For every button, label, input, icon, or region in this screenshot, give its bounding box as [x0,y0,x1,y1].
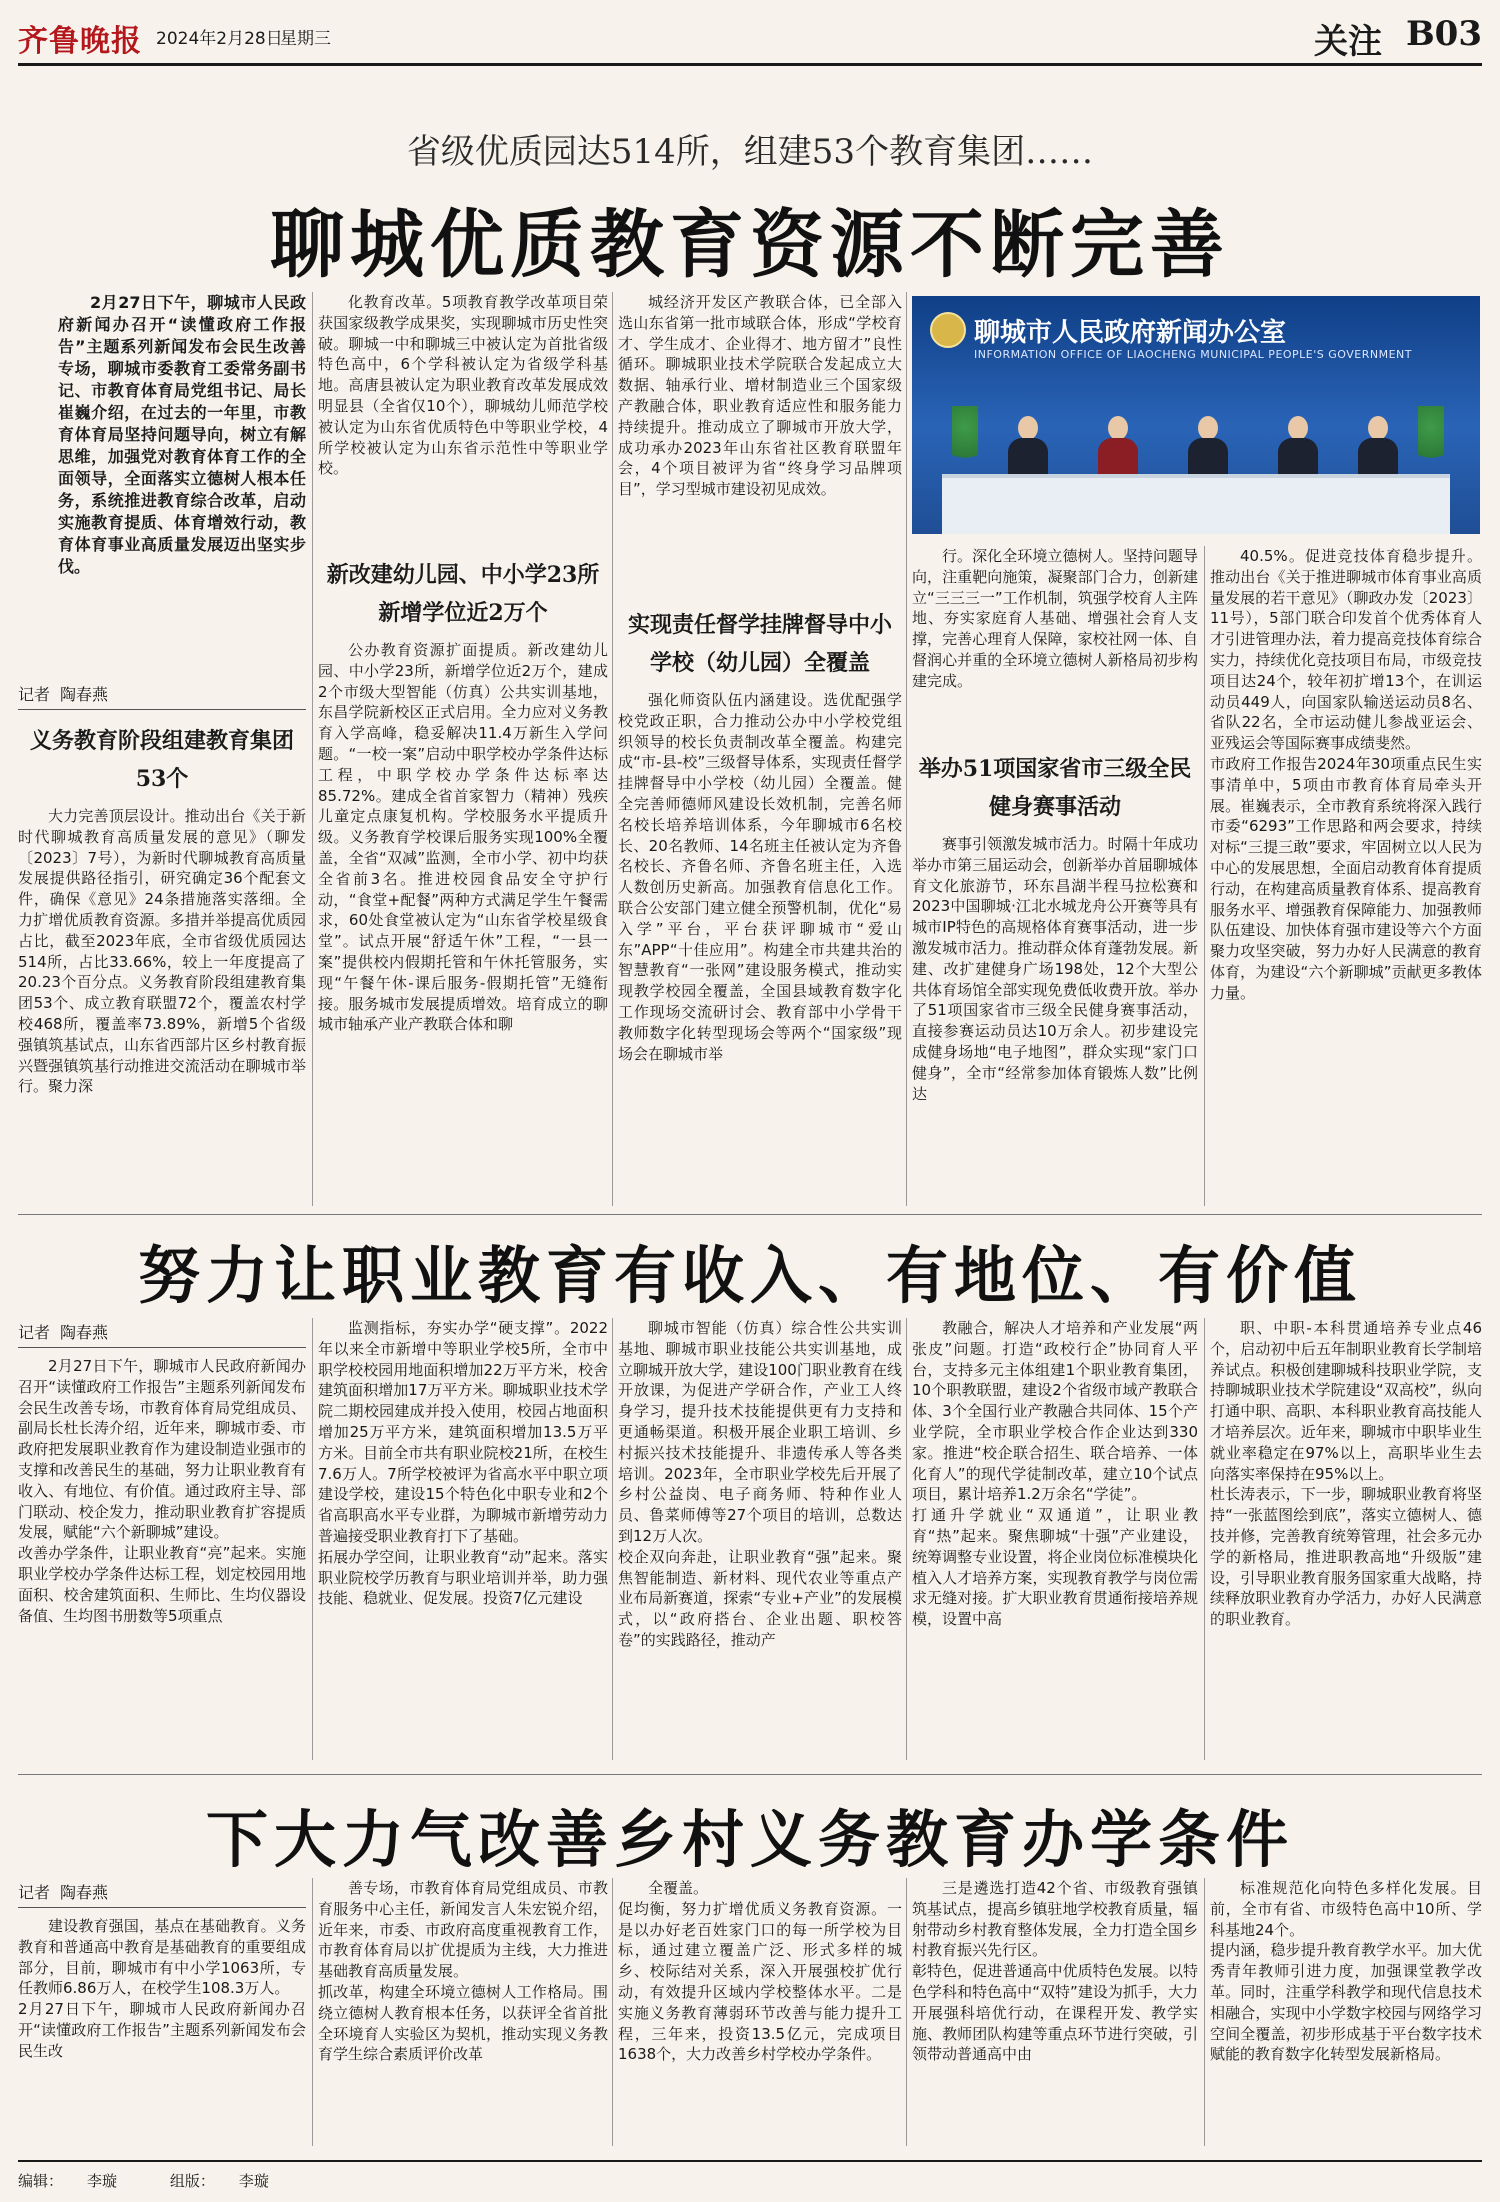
article1-col4b [912,834,1198,1206]
article3-col3 [618,1878,902,2146]
column-rule [906,1878,907,2146]
column-rule [1204,1878,1205,2146]
column-rule [1204,546,1205,1206]
editor-label: 编辑： [18,2172,64,2190]
section-divider [18,1214,1482,1215]
photo-backdrop-title: 聊城市人民政府新闻办公室 [974,318,1287,348]
column-rule [312,292,313,1206]
article2-col5-text: 职、中职-本科贯通培养专业点46个，启动初中后五年制职业教育长学制培养试点。积极创建聊城科技职业学院，支持聊城职业技术学院建设“双高校”，纵向打通中职、高职、本科职业教育高技能人才培养层次。近年来，聊城市中职毕业生就业率稳定在97%以上，高职毕业生去向落实率保持在95%以上。 杜长涛表示，下一步，聊城职业教育将坚持“一张蓝图绘到底”，落实立德树人、德技并修，完善教育统筹管理，社会多元办学的新格局，推进职教高地“升级版”建设，引导职业教育服务国家重大战略，持续释放职业教育办学活力，办好人民满意的职业教育。 [1210,1319,1482,1629]
article2-col1-text: 2月27日下午，聊城市人民政府新闻办召开“读懂政府工作报告”主题系列新闻发布会民生改善专场，市教育体育局党组成员、副局长杜长涛介绍，近年来，聊城市委、市政府把发展职业教育作为建设制造业强市的支撑和改善民生的基础，努力让职业教育有收入、有地位、有价值。通过政府主导、部门联动、校企发力，推动职业教育扩容提质发展，赋能“六个新聊城”建设。 改善办学条件，让职业教育“亮”起来。实施职业学校办学条件达标工程，划定校园用地面积、校舍建筑面积、生师比、生均仪器设备值、生均图书册数等5项重点 [18,1357,306,1625]
article1-col2b [318,640,608,1206]
section-divider [18,1774,1482,1775]
article2-col4-text: 教融合，解决人才培养和产业发展“两张皮”问题。打造“政校行企”协同育人平台，支持多元主体组建1个职业教育集团，10个职教联盟，建设2个省级市域产教联合体、3个全国行业产教融合共同体、15个产业学院，全市职业学校合作企业达到330家。推进“校企联合招生、联合培养、一体化育人”的现代学徒制改革，建立10个试点项目，累计培养1.2万余名“学徒”。 打通升学就业“双通道”，让职业教育“热”起来。聚焦聊城“十强”产业建设，统筹调整专业设置，将企业岗位标准模块化植入人才培养方案，实现教育教学与岗位需求无缝对接。扩大职业教育贯通衔接培养规模，设置中高 [912,1319,1198,1629]
editor-name: 李璇 [87,2172,118,2190]
section-name: 关注 [1314,22,1382,62]
article2-col3-text: 聊城市智能（仿真）综合性公共实训基地、聊城市职业技能公共实训基地，成立聊城开放大学，建设100门职业教育在线开放课，为促进产学研合作，产业工人终身学习，提升技术技能提供更有力支持和更通畅渠道。积极开展企业职工培训、乡村振兴技术技能提升、非遗传承人等各类培训。2023年，全市职业学校先后开展了乡村公益岗、电子商务师、特种作业人员、鲁菜师傅等27个项目的培训，总数达到12万人次。 校企双向奔赴，让职业教育“强”起来。聚焦智能制造、新材料、现代农业等重点产业布局新赛道，探索“专业+产业”的发展模式，以“政府搭台、企业出题、职校答卷”的实践路径，推动产 [618,1319,902,1649]
article3-col3-text: 全覆盖。 促均衡，努力扩增优质义务教育资源。一是以办好老百姓家门口的每一所学校为目标，通过建立覆盖广泛、形式多样的城乡、校际结对关系，深入开展强校扩优行动，有效提升区域内学校整体水平。二是实施义务教育薄弱环节改善与能力提升工程，三年来，投资13.5亿元，完成项目1638个，大力改善乡村学校办学条件。 [618,1879,902,2064]
newspaper-logo: 齐鲁晚报 [18,24,142,59]
article1-col4b-text: 赛事引领激发城市活力。时隔十年成功举办市第三届运动会，创新举办首届聊城体育文化旅游节，环东昌湖半程马拉松赛和2023中国聊城·江北水城龙舟公开赛等具有城市IP特色的高规格体育赛事活动，进一步激发城市活力。推动群众体育蓬勃发展。新建、改扩建健身广场198处，12个大型公共体育场馆全部实现免费低收费开放。举办了51项国家省市三级全民健身赛事活动，直接参赛运动员达10万余人。初步建设完成健身场地“电子地图”，群众实现“家门口健身”，全市“经常参加体育锻炼人数”比例达 [912,835,1198,1103]
article3-col1 [18,1916,306,2146]
article2-col2-text: 监测指标，夯实办学“硬支撑”。2022年以来全市新增中等职业学校5所，全市中职学校校园用地面积增加22万平方米，校舍建筑面积增加17万平方米。聊城职业技术学院二期校园建成并投入使用，校园占地面积增加25万平方米，建筑面积增加13.5万平方米。目前全市共有职业院校21所，在校生7.6万人。7所学校被评为省高水平中职立项建设学校，建设15个特色化中职专业和2个省高职高水平专业群，为聊城市新增劳动力普遍接受职业教育打下了基础。 拓展办学空间，让职业教育“动”起来。落实职业院校学历教育与职业培训并举，助力强技能、稳就业、促发展。投资7亿元建设 [318,1319,608,1608]
article1-col4a [912,546,1198,760]
government-emblem-icon [930,312,966,348]
layout-label: 组版： [169,2172,215,2190]
column-rule [612,292,613,1206]
plant-icon [952,406,978,476]
article1-subhead-4: 举办51项国家省市三级全民健身赛事活动 [918,756,1192,820]
byline-name: 陶春燕 [60,685,109,704]
article1-col1-text: 大力完善顶层设计。推动出台《关于新时代聊城教育高质量发展的意见》（聊发〔2023〕7号），为新时代聊城教育高质量发展提供路径指引，研究确定36个配套文件，确保《意见》24条措施落实落细。全力扩增优质教育资源。多措并举提高优质园占比，截至2023年底，全市省级优质园达514所，占比33.66%，较上一年度提高了20.23个百分点。义务教育阶段组建教育集团53个、成立教育联盟72个，覆盖农村学校468所，覆盖率73.89%，新增5个省级强镇筑基试点，山东省西部片区乡村教育振兴暨强镇筑基行动推进交流活动在聊城市举行。聚力深 [18,807,306,1096]
column-rule [312,1878,313,2146]
article1-col4a-text: 行。深化全环境立德树人。坚持问题导向，注重靶向施策，凝聚部门合力，创新建立“三三三一”工作机制，筑强学校育人主阵地、夯实家庭育人基础、增强社会育人支撑，完善心理育人保障，家校社网一体、自督润心并重的全环境立德树人新格局初步构建完成。 [912,547,1198,690]
article2-col2 [318,1318,608,1760]
column-rule [1204,1318,1205,1760]
article3-byline [18,1880,306,1908]
article1-subhead-2: 新改建幼儿园、中小学23所新增学位近2万个 [326,562,600,626]
article1-col3b-text: 强化师资队伍内涵建设。选优配强学校党政正职，合力推动公办中小学校党组织领导的校长负责制改革全覆盖。构建完成“市-县-校”三级督导体系，实现责任督学挂牌督导中小学校（幼儿园）全覆盖。健全完善师德师风建设长效机制，完善名师名校长培养培训体系，今年聊城市6名校长、20名教师、14名班主任被认定为齐鲁名校长、齐鲁名师、齐鲁名班主任，入选人数创历史新高。加强教育信息化工作。联合公安部门建立健全预警机制，优化“易入学”平台，平台获评聊城市“爱山东”APP“十佳应用”。构建全市共建共治的智慧教育“一张网”建设服务模式，推动实现教学校园全覆盖，全国县域教育数字化工作现场交流研讨会、教育部中小学骨干教师数字化转型现场会等两个“国家级”现场会在聊城市举 [618,691,902,1063]
article1-subhead-3: 实现责任督学挂牌督导中小学校（幼儿园）全覆盖 [627,612,892,676]
article1-col1 [18,806,306,1206]
article1-lead-text: 2月27日下午，聊城市人民政府新闻办召开“读懂政府工作报告”主题系列新闻发布会民生改善专场，聊城市委教育工委常务副书记、市教育体育局党组书记、局长崔巍介绍，在过去的一年里，市教育体育局坚持问题导向，树立有解思维，加强党对教育体育工作的全面领导，全面落实立德树人根本任务，系统推进教育综合改革，启动实施教育提质、体育增效行动，教育体育事业高质量发展迈出坚实步伐。 [58,293,306,576]
article3-col2-text: 善专场，市教育体育局党组成员、市教育服务中心主任，新闻发言人朱宏锐介绍，近年来，市委、市政府高度重视教育工作，市教育体育局以扩优提质为主线，大力推进基础教育高质量发展。 抓改革，构建全环境立德树人工作格局。围绕立德树人教育根本任务，以获评全省首批全环境育人实验区为契机，推动实现义务教育学生综合素质评价改革 [318,1879,608,2064]
column-rule [906,1318,907,1760]
byline-name: 陶春燕 [60,1883,109,1902]
article2-col3 [618,1318,902,1760]
plant-icon [1418,406,1444,476]
article1-col5 [1210,546,1482,1206]
article1-col3a [618,292,902,594]
editor-credit [18,2172,141,2190]
article3-col1-text: 建设教育强国，基点在基础教育。义务教育和普通高中教育是基础教育的重要组成部分，目前，聊城市有中小学1063所，专任教师6.86万人，在校学生108.3万人。 2月27日下午，聊城市人民政府新闻办召开“读懂政府工作报告”主题系列新闻发布会民生改 [18,1917,306,2060]
layout-credit [170,2172,293,2190]
article1-col2b-text: 公办教育资源扩面提质。新改建幼儿园、中小学23所，新增学位近2万个，建成2个市级大型智能（仿真）公共实训基地，东昌学院新校区正式启用。全力应对义务教育入学高峰，稳妥解决11.4万新生入学问题。“一校一案”启动中职学校办学条件达标工程，中职学校办学条件达标率达85.72%。建成全省首家智力（精神）残疾儿童定点康复机构。学校服务水平提质升级。义务教育学校课后服务实现100%全覆盖，全省“双减”监测，全市小学、初中均获全省前3名。推进校园食品安全守护行动，“食堂+配餐”两种方式满足学生午餐需求，60处食堂被认定为“山东省学校星级食堂”。试点开展“舒适午休”工程，“一县一案”提供校内假期托管和午休托管服务，实现“午餐午休-课后服务-假期托管”无缝衔接。服务城市发展提质增效。培育成立的聊城市轴承产业产教联合体和聊 [318,641,608,1034]
article1-col3a-text: 城经济开发区产教联合体，已全部入选山东省第一批市域联合体，形成“学校育才、学生成才、企业得才、地方留才”良性循环。聊城职业技术学院联合发起成立大数据、轴承行业、增材制造业三个国家级产教融合体，职业教育适应性和服务能力持续提升。推动成立了聊城市开放大学，成功承办2023年山东省社区教育联盟年会，4个项目被评为省“终身学习品牌项目”，学习型城市建设初见成效。 [618,293,902,499]
byline-label: 记者 [18,685,51,704]
article2-col1 [18,1356,306,1760]
byline-name: 陶春燕 [60,1323,109,1342]
article2-byline [18,1320,306,1348]
press-conference-photo [912,296,1480,534]
column-rule [612,1878,613,2146]
article3-col5 [1210,1878,1482,2146]
layout-name: 李璇 [238,2172,269,2190]
article3-col4 [912,1878,1198,2146]
article1-lead [58,292,306,672]
article1-col2a-text: 化教育改革。5项教育教学改革项目荣获国家级教学成果奖，实现聊城市历史性突破。聊城一中和聊城三中被认定为首批省级特色高中，6个学科被认定为省级学科基地。高唐县被认定为职业教育改革发展成效明显县（全省仅10个），聊城幼儿师范学校被认定为山东省优质特色中等职业学校，4所学校被认定为山东省示范性中等职业学校。 [318,293,608,478]
column-rule [312,1318,313,1760]
page-footer [18,2160,1482,2191]
column-rule [612,1318,613,1760]
column-rule [906,292,907,1206]
article2-col4 [912,1318,1198,1760]
conference-table [942,474,1450,534]
byline-label: 记者 [18,1883,51,1902]
masthead [18,10,1482,66]
article1-byline [18,682,306,710]
page-number: B03 [1405,14,1482,54]
article3-title: 下大力气改善乡村义务教育办学条件 [205,1803,1294,1876]
article3-col4-text: 三是遴选打造42个省、市级教育强镇筑基试点，提高乡镇驻地学校教育质量，辐射带动乡村教育整体发展，全力打造全国乡村教育振兴先行区。 彰特色，促进普通高中优质特色发展。以特色学科和特色高中“双特”建设为抓手，大力开展强科培优行动，在课程开发、教学实施、教师团队构建等重点环节进行突破，引领带动普通高中由 [912,1879,1198,2064]
issue-weekday: 星期三 [280,29,331,49]
article1-subtitle: 省级优质园达514所，组建53个教育集团…… [406,132,1094,172]
photo-backdrop-english: INFORMATION OFFICE OF LIAOCHENG MUNICIPAL PEOPLE'S GOVERNMENT [974,348,1412,361]
article1-title: 聊城优质教育资源不断完善 [270,202,1230,288]
article2-col5 [1210,1318,1482,1760]
article1-col2a [318,292,608,542]
article1-col3b [618,690,902,1206]
article3-col5-text: 标准规范化向特色多样化发展。目前，全市有省、市级特色高中10所、学科基地24个。 提内涵，稳步提升教育教学水平。加大优秀青年教师引进力度，加强课堂教学改革。同时，注重学科教学和现代信息技术相融合，实现中小学数字校园与网络学习空间全覆盖，初步形成基于平台数字技术赋能的教育数字化转型发展新格局。 [1210,1879,1482,2064]
byline-label: 记者 [18,1323,51,1342]
article3-col2 [318,1878,608,2146]
issue-date: 2024年2月28日 [156,29,283,49]
article2-title: 努力让职业教育有收入、有地位、有价值 [137,1239,1362,1312]
article1-subhead-1: 义务教育阶段组建教育集团53个 [29,728,294,792]
article1-col5-text: 40.5%。促进竞技体育稳步提升。推动出台《关于推进聊城市体育事业高质量发展的若干意见》（聊政办发〔2023〕11号），5部门联合印发首个优秀体育人才引进管理办法，着力提高竞技体育综合实力，持续优化竞技项目布局，市级竞技项目达24个，较年初扩增13个，在训运动员449人，向国家队输送运动员8名、省队22名，全市运动健儿参战亚运会、亚残运会等国际赛事成绩斐然。 市政府工作报告2024年30项重点民生实事清单中，5项由市教育体育局牵头开展。崔巍表示，全市教育系统将深入践行市委“6293”工作思路和两会要求，持续对标“三提三敢”要求，牢固树立以人民为中心的发展思想，全面启动教育体育提质行动，在构建高质量教育体系、提高教育服务水平、增强教育保障能力、加强教师队伍建设、加快体育强市建设等六个方面聚力攻坚突破，努力办好人民满意的教育体育，为建设“六个新聊城”贡献更多教体力量。 [1210,547,1482,1002]
